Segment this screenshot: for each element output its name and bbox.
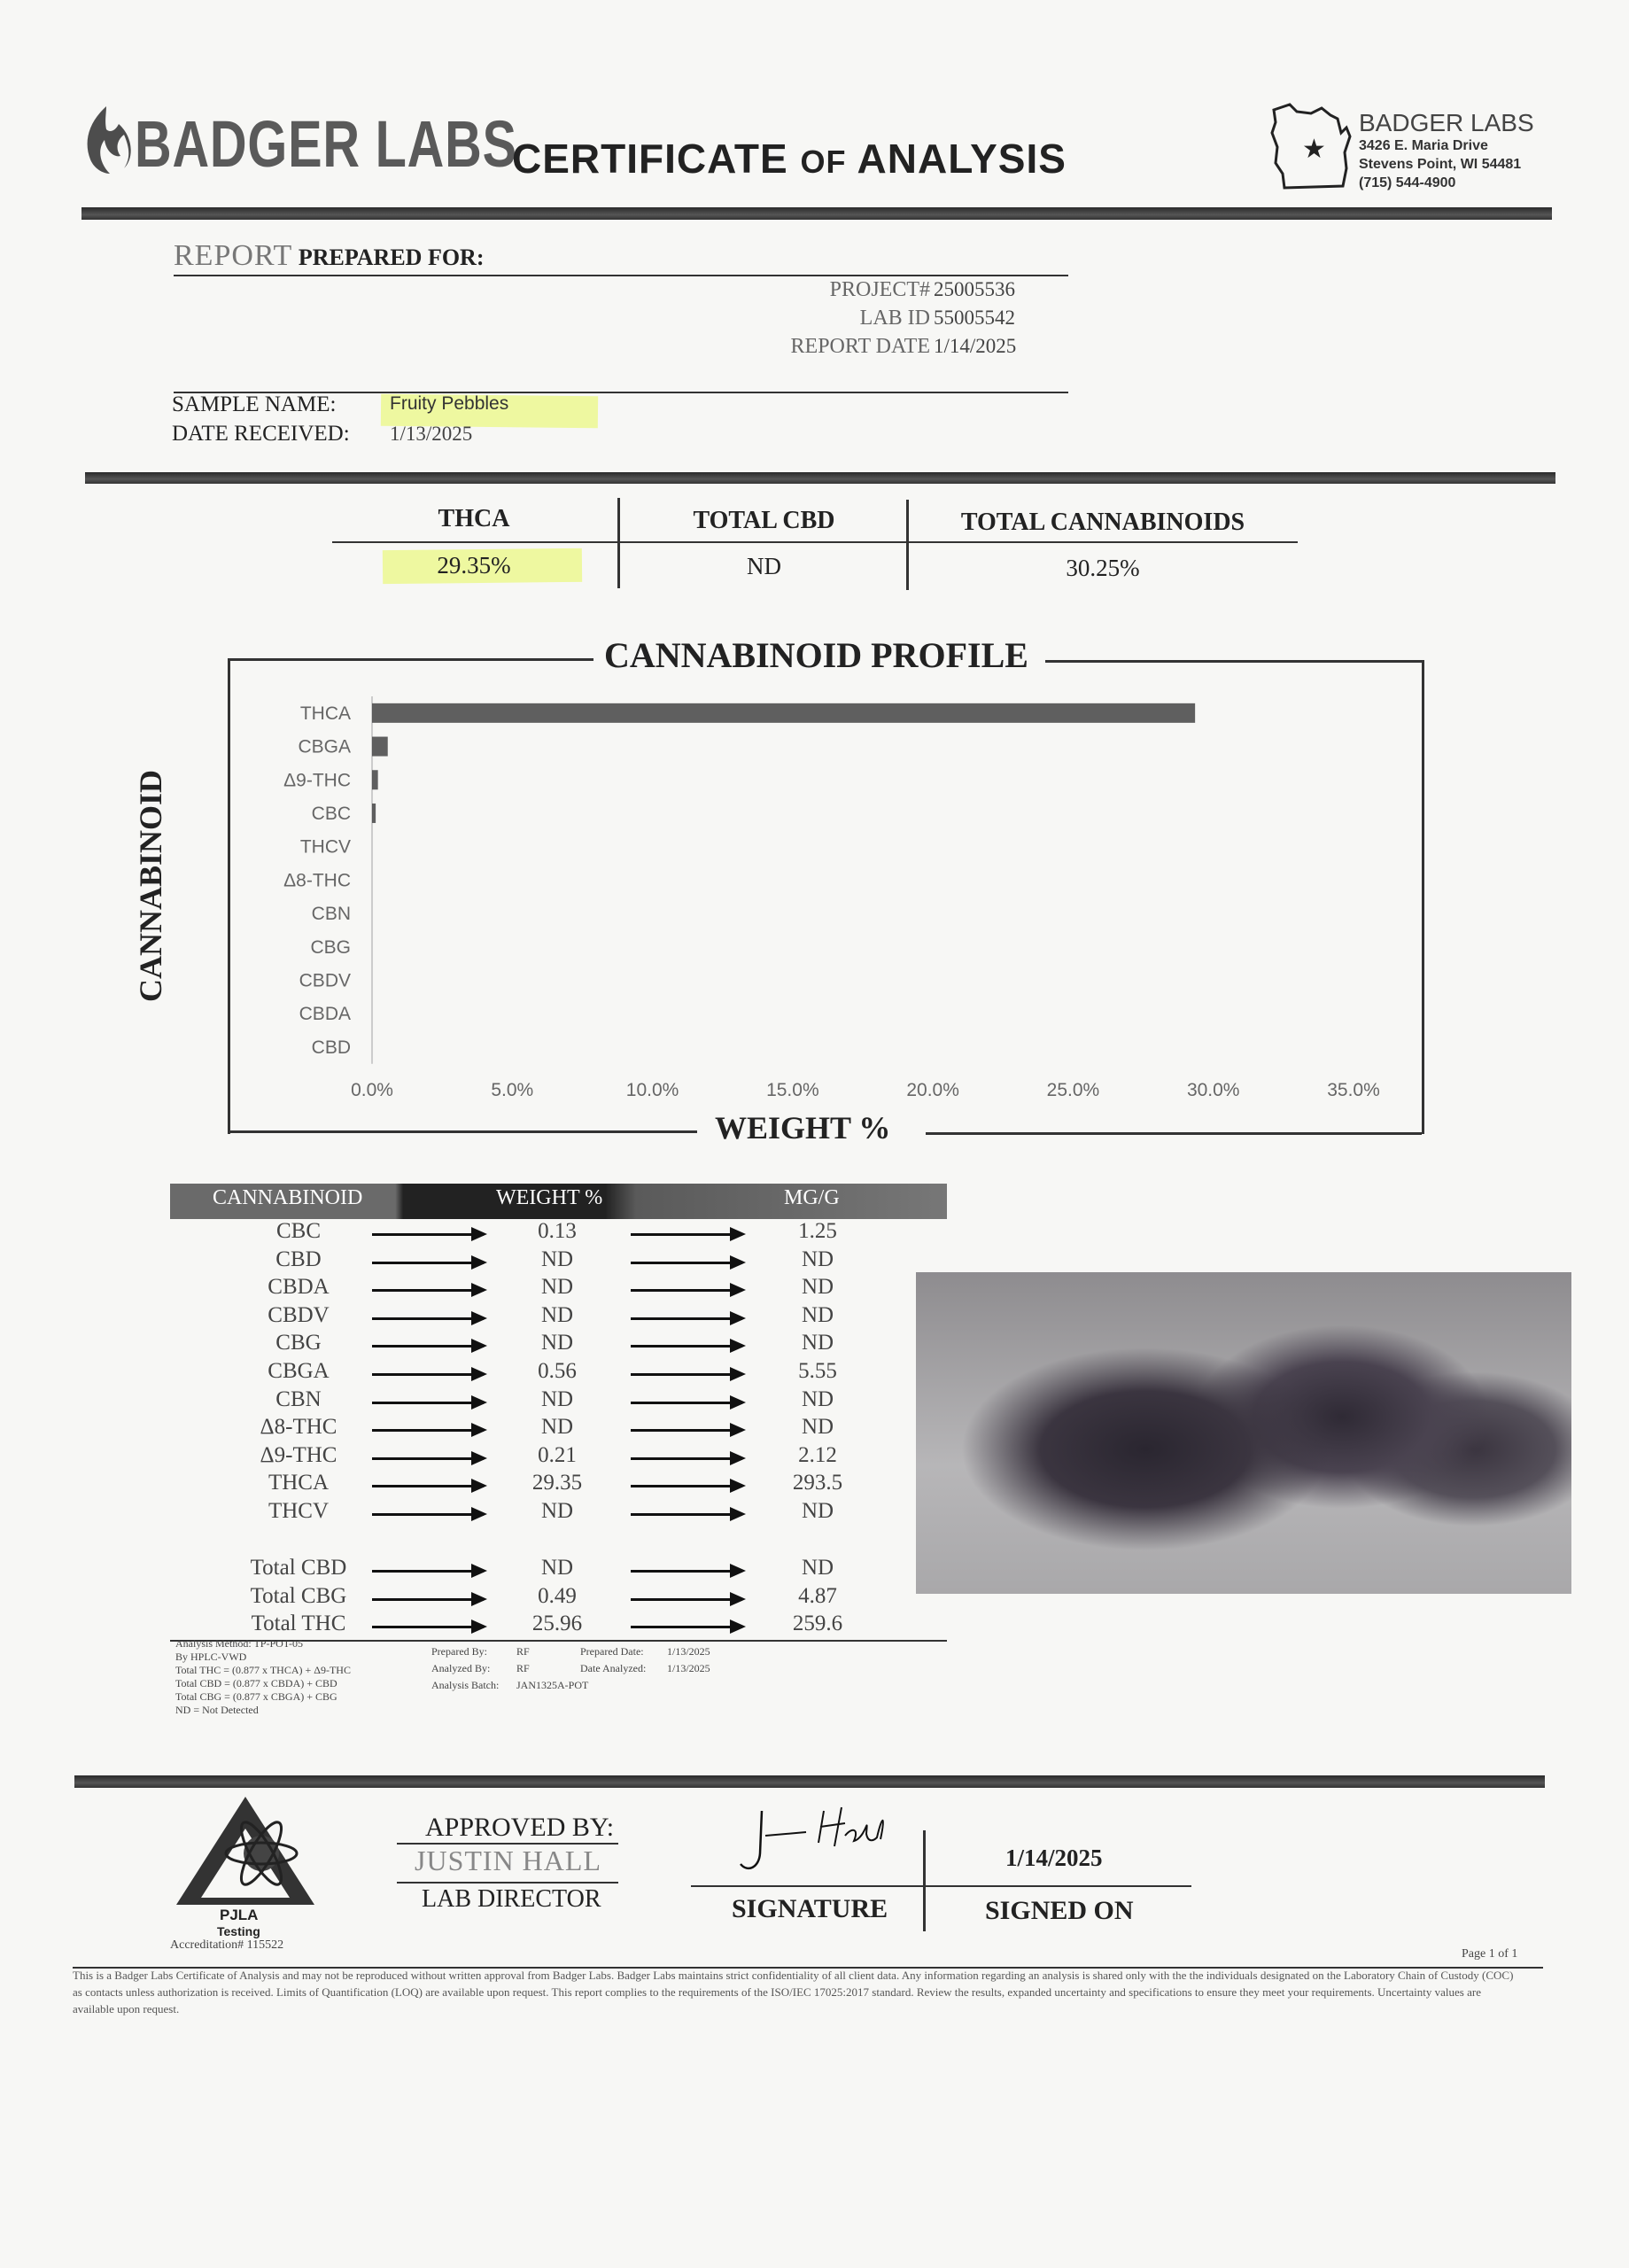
- accreditation-number: Accreditation# 115522: [170, 1938, 284, 1952]
- address-street: 3426 E. Maria Drive: [1359, 138, 1488, 153]
- project-label: PROJECT#: [829, 278, 930, 301]
- table-row-mgg: ND: [801, 1302, 834, 1327]
- row-arrow-icon: [631, 1485, 742, 1487]
- row-arrow-icon: [372, 1402, 484, 1404]
- row-arrow-icon: [631, 1457, 742, 1460]
- row-arrow-icon: [631, 1429, 742, 1432]
- chart-bar: [372, 737, 388, 757]
- table-row-mgg: ND: [801, 1499, 834, 1523]
- table-row-weight: 0.21: [538, 1442, 577, 1467]
- prepared-date-label: Prepared Date:: [580, 1645, 644, 1658]
- method-line: Total CBD = (0.877 x CBDA) + CBD: [175, 1677, 337, 1689]
- method-line: By HPLC-VWD: [175, 1651, 247, 1663]
- total-row-name: Total CBD: [250, 1556, 347, 1580]
- chart-category-label: THCV: [299, 836, 351, 858]
- summary-total-label: TOTAL CANNABINOIDS: [960, 509, 1245, 536]
- address-city: Stevens Point, WI 54481: [1359, 157, 1522, 172]
- chart-category-label: CBGA: [298, 736, 351, 757]
- analyzed-by-label: Analyzed By:: [431, 1662, 491, 1674]
- table-row-name: CBC: [275, 1219, 322, 1243]
- table-row-weight: ND: [540, 1415, 574, 1440]
- sample-name-value: Fruity Pebbles: [390, 393, 509, 414]
- sample-photo: [916, 1272, 1571, 1594]
- title-word-certificate: CERTIFICATE: [512, 136, 788, 182]
- table-row-name: Δ9-THC: [260, 1442, 337, 1467]
- th-mgg: MG/G: [784, 1186, 840, 1209]
- summary-cbd-label: TOTAL CBD: [693, 507, 835, 534]
- chart-tick-label: 30.0%: [1186, 1080, 1240, 1100]
- footer-divider: [74, 1775, 1545, 1788]
- th-weight: WEIGHT %: [496, 1186, 603, 1209]
- table-row-mgg: 293.5: [792, 1471, 843, 1495]
- signature-label: SIGNATURE: [732, 1894, 888, 1923]
- batch-value: JAN1325A-POT: [516, 1679, 589, 1691]
- total-row-weight: 25.96: [531, 1612, 583, 1636]
- batch-label: Analysis Batch:: [431, 1679, 500, 1691]
- prepared-by-label: Prepared By:: [431, 1645, 487, 1658]
- chart-tick-label: 20.0%: [906, 1080, 959, 1100]
- chart-category-label: CBC: [311, 803, 351, 824]
- table-row-mgg: 5.55: [798, 1359, 837, 1383]
- prepared-info: [431, 1643, 588, 1694]
- date-received-label: DATE RECEIVED:: [172, 422, 350, 446]
- table-row-weight: ND: [540, 1499, 574, 1523]
- table-row-mgg: ND: [801, 1386, 834, 1411]
- chart-category-label: CBN: [311, 904, 351, 925]
- chart-category-label: CBDA: [299, 1004, 351, 1025]
- summary-cbd-value: ND: [747, 553, 781, 579]
- chart-tick-label: 0.0%: [351, 1080, 393, 1100]
- chart-tick-label: 35.0%: [1327, 1080, 1380, 1100]
- project-value: 25005536: [934, 278, 1015, 300]
- address-phone: (715) 544-4900: [1359, 175, 1456, 190]
- method-notes: [175, 1637, 351, 1717]
- handwritten-signature: [735, 1802, 895, 1882]
- lab-id-label: LAB ID: [859, 307, 930, 330]
- table-row-name: CBD: [275, 1247, 322, 1271]
- summary-thca-label: THCA: [438, 505, 510, 532]
- chart-tick-label: 25.0%: [1046, 1080, 1100, 1100]
- table-row-mgg: ND: [801, 1331, 834, 1355]
- table-row-mgg: ND: [801, 1247, 834, 1271]
- row-arrow-icon: [372, 1570, 484, 1573]
- chart-bar: [372, 770, 378, 789]
- chart-x-axis-title: WEIGHT %: [704, 1109, 901, 1146]
- th-cannabinoid: CANNABINOID: [213, 1186, 363, 1209]
- signature-divider: [923, 1830, 926, 1931]
- row-arrow-icon: [372, 1289, 484, 1292]
- prepared-for-label: PREPARED FOR:: [298, 245, 485, 270]
- table-row-name: THCV: [268, 1499, 330, 1523]
- chart-bar: [372, 703, 1195, 723]
- title-word-of: OF: [800, 144, 847, 180]
- dates-info: [580, 1643, 710, 1677]
- total-row-name: Total CBG: [250, 1583, 347, 1608]
- method-line: ND = Not Detected: [175, 1704, 259, 1716]
- table-row-name: CBDV: [268, 1302, 330, 1327]
- chart-category-label: THCA: [299, 703, 351, 724]
- signed-on-date: 1/14/2025: [1005, 1845, 1103, 1871]
- row-arrow-icon: [372, 1457, 484, 1460]
- approved-by-label: APPROVED BY:: [425, 1813, 615, 1842]
- prepared-by-value: RF: [516, 1645, 530, 1658]
- row-arrow-icon: [372, 1317, 484, 1320]
- table-row-weight: ND: [540, 1302, 574, 1327]
- row-arrow-icon: [631, 1345, 742, 1348]
- summary-thca-value: 29.35%: [437, 552, 511, 579]
- row-arrow-icon: [372, 1513, 484, 1516]
- total-row-mgg: ND: [801, 1556, 834, 1580]
- table-row-name: CBDA: [268, 1275, 330, 1300]
- row-arrow-icon: [372, 1345, 484, 1348]
- date-received-value: 1/13/2025: [390, 423, 473, 445]
- row-arrow-icon: [631, 1289, 742, 1292]
- row-arrow-icon: [372, 1373, 484, 1376]
- table-row-name: Δ8-THC: [260, 1415, 337, 1440]
- row-arrow-icon: [372, 1262, 484, 1264]
- table-row-mgg: ND: [801, 1415, 834, 1440]
- date-analyzed-label: Date Analyzed:: [580, 1662, 647, 1674]
- row-arrow-icon: [372, 1429, 484, 1432]
- table-row-weight: ND: [540, 1275, 574, 1300]
- row-arrow-icon: [372, 1598, 484, 1601]
- row-arrow-icon: [631, 1317, 742, 1320]
- total-row-weight: 0.49: [538, 1583, 577, 1608]
- total-row-mgg: 259.6: [792, 1612, 843, 1636]
- method-line: Analysis Method: TP-POT-05: [175, 1637, 304, 1650]
- table-row-weight: ND: [540, 1386, 574, 1411]
- row-arrow-icon: [631, 1598, 742, 1601]
- row-arrow-icon: [372, 1626, 484, 1628]
- report-date-label: REPORT DATE: [790, 335, 930, 358]
- total-row-weight: ND: [540, 1556, 574, 1580]
- address-lab-name: BADGER LABS: [1359, 109, 1534, 136]
- summary-total-value: 30.25%: [1066, 555, 1140, 581]
- chart-tick-label: 15.0%: [766, 1080, 819, 1100]
- pjla-sub: Testing: [217, 1924, 260, 1938]
- prepared-date-value: 1/13/2025: [667, 1645, 710, 1658]
- row-arrow-icon: [631, 1626, 742, 1628]
- sample-name-label: SAMPLE NAME:: [172, 392, 337, 416]
- disclaimer-text: This is a Badger Labs Certificate of Analysis and may not be reproduced without written approval from Badger Labs. Badger Labs maintains strict confidentiality of all client data. Any information regarding an analysis is shared only with the the individuals designated on the Laboratory Chain of Custody (COC) as contacts unless authorization is received. Limits of Quantification (LOQ) are available upon request. This report complies to the requirements of the ISO/IEC 17025:2017 standard. Review the results, expanded uncertainty and specifications to ensure they meet your requirements. Uncertainty values are available upon request.: [73, 1969, 1514, 2016]
- row-arrow-icon: [631, 1513, 742, 1516]
- director-rule: [397, 1882, 618, 1884]
- chart-category-label: CBD: [311, 1037, 351, 1058]
- table-row-weight: 0.13: [538, 1219, 577, 1243]
- row-arrow-icon: [631, 1402, 742, 1404]
- pjla-logo-icon: [173, 1793, 319, 1908]
- table-row-mgg: 2.12: [798, 1442, 837, 1467]
- logo-text: BADGER LABS: [135, 107, 517, 181]
- title-word-analysis: ANALYSIS: [857, 136, 1067, 182]
- table-row-mgg: 1.25: [798, 1219, 837, 1243]
- chart-bar: [372, 804, 376, 823]
- row-arrow-icon: [631, 1373, 742, 1376]
- chart-y-axis-title: CANNABINOID: [132, 763, 169, 1009]
- chart-title: CANNABINOID PROFILE: [593, 634, 1039, 676]
- method-line: Total THC = (0.877 x THCA) + Δ9-THC: [175, 1664, 351, 1676]
- table-row-name: THCA: [268, 1471, 330, 1495]
- report-date-value: 1/14/2025: [934, 335, 1017, 357]
- chart-category-label: CBG: [310, 936, 351, 958]
- chart-category-label: CBDV: [299, 970, 351, 991]
- row-arrow-icon: [631, 1233, 742, 1236]
- chart-category-label: Δ8-THC: [283, 870, 351, 891]
- row-arrow-icon: [372, 1233, 484, 1236]
- table-row-name: CBG: [275, 1331, 322, 1355]
- page-number: Page 1 of 1: [1462, 1947, 1518, 1961]
- signature-rule: [691, 1885, 1191, 1887]
- table-row-mgg: ND: [801, 1275, 834, 1300]
- table-row-weight: ND: [540, 1247, 574, 1271]
- table-row-name: CBN: [275, 1386, 322, 1411]
- pjla-name: PJLA: [220, 1907, 259, 1923]
- chart-tick-label: 10.0%: [625, 1080, 679, 1100]
- chart-category-label: Δ9-THC: [283, 770, 351, 791]
- method-line: Total CBG = (0.877 x CBGA) + CBG: [175, 1690, 337, 1703]
- date-analyzed-value: 1/13/2025: [667, 1662, 710, 1674]
- report-word: REPORT: [174, 239, 293, 272]
- total-row-mgg: 4.87: [798, 1583, 837, 1608]
- lab-id-value: 55005542: [934, 307, 1015, 329]
- signed-on-label: SIGNED ON: [985, 1896, 1134, 1925]
- table-row-weight: 0.56: [538, 1359, 577, 1383]
- table-row-weight: 29.35: [531, 1471, 583, 1495]
- row-arrow-icon: [631, 1570, 742, 1573]
- total-row-name: Total THC: [251, 1612, 346, 1636]
- director-name: JUSTIN HALL: [415, 1845, 601, 1876]
- table-row-name: CBGA: [268, 1359, 330, 1383]
- analyzed-by-value: RF: [516, 1662, 530, 1674]
- row-arrow-icon: [372, 1485, 484, 1487]
- row-arrow-icon: [631, 1262, 742, 1264]
- chart-tick-label: 5.0%: [491, 1080, 534, 1100]
- director-title: LAB DIRECTOR: [422, 1885, 601, 1913]
- table-row-weight: ND: [540, 1331, 574, 1355]
- svg-text:★: ★: [1302, 134, 1326, 165]
